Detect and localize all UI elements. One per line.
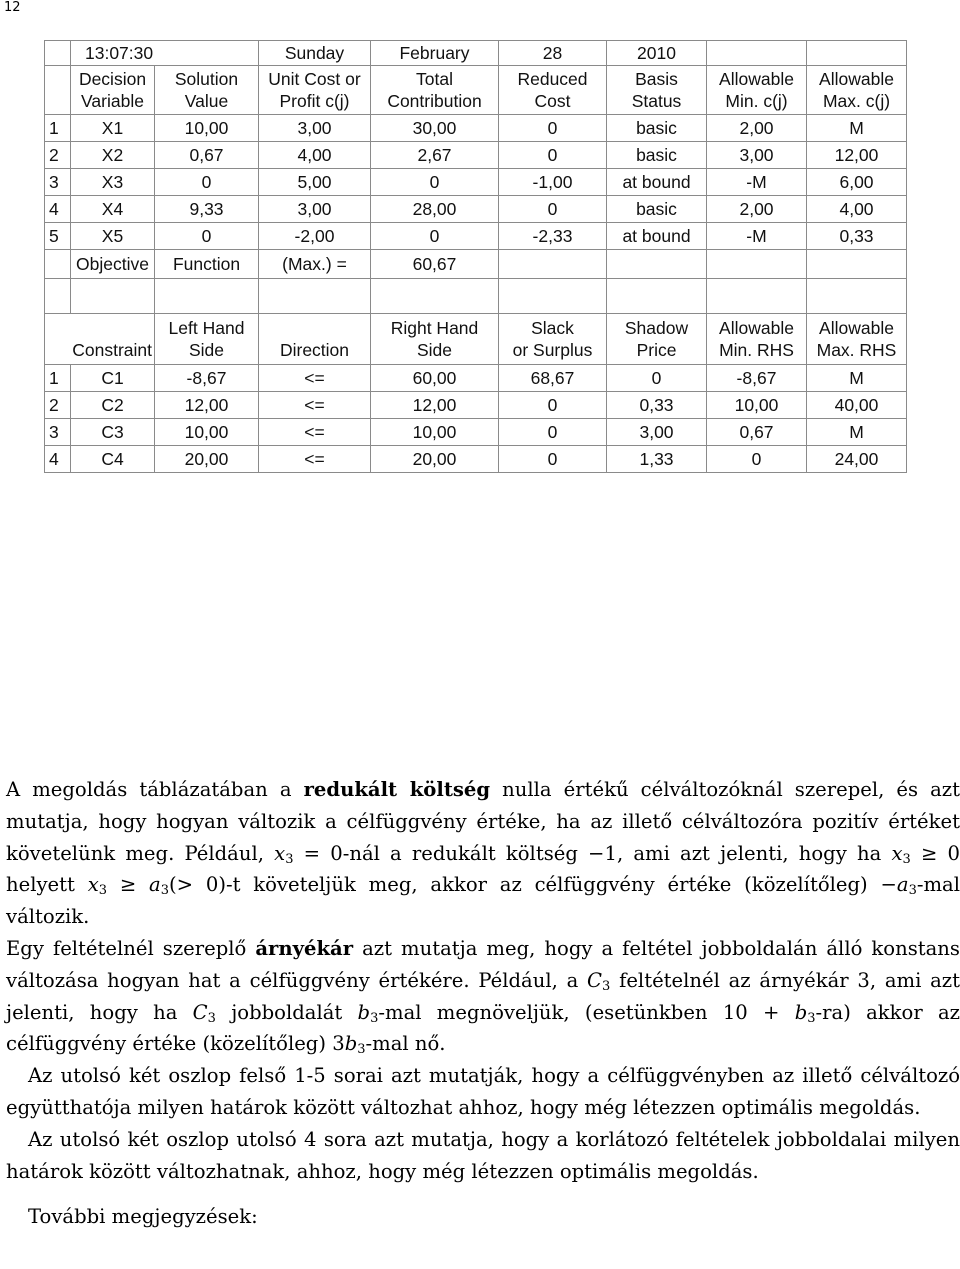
table-row: 5 X5 0 -2,00 0 -2,33 at bound -M 0,33 xyxy=(45,223,907,250)
term-shadow-price: árnyékár xyxy=(255,936,354,960)
col-header: Allowable Max. c(j) xyxy=(807,66,907,115)
month-cell: February xyxy=(371,41,499,66)
col-header: Reduced Cost xyxy=(499,66,607,115)
term-reduced-cost: redukált költség xyxy=(303,778,491,801)
day-cell: Sunday xyxy=(259,41,371,66)
body-text xyxy=(6,774,960,1233)
col-header: Allowable Min. RHS xyxy=(707,314,807,365)
col-header: Constraint xyxy=(45,314,155,365)
table-row: 4 X4 9,33 3,00 28,00 0 basic 2,00 4,00 xyxy=(45,196,907,223)
col-header: Left Hand Side xyxy=(155,314,259,365)
variable-header-row xyxy=(45,66,907,115)
objective-row: Objective Function (Max.) = 60,67 xyxy=(45,250,907,279)
solution-table-image xyxy=(44,40,906,477)
time-cell: 13:07:30 xyxy=(71,41,259,66)
paragraph-reduced-cost: A megoldás táblázatában a redukált költség nulla értékű célváltozóknál szerepel, és azt mutatja, hogy hogyan változik a célfüggvény értéke, ha az illető célváltozóra pozitív értéket követelünk meg. Például, $x_3$ = 0-nál a redukált költség −1, ami azt jelenti, hogy ha $x_3 \ge 0$ helyett $x_3 \ge a_3(> 0)-t$ követeljük meg, akkor az célfüggvény értéke (közelítőleg) $-a_3$-mal változik. xyxy=(6,778,960,929)
table-row: 2 X2 0,67 4,00 2,67 0 basic 3,00 12,00 xyxy=(45,142,907,169)
objective-value: 60,67 xyxy=(371,250,499,279)
paragraph-rhs-ranges: Az utolsó két oszlop utolsó 4 sora azt mutatja, hogy a korlátozó feltételek jobboldalai milyen határok között változhatnak, ahhoz, hogy még létezzen optimális megoldás. xyxy=(6,1127,960,1183)
table-row: 2 C2 12,00 <= 12,00 0 0,33 10,00 40,00 xyxy=(45,392,907,419)
constraint-header-row xyxy=(45,314,907,365)
table-row: 1 X1 10,00 3,00 30,00 0 basic 2,00 M xyxy=(45,115,907,142)
col-header: Unit Cost or Profit c(j) xyxy=(259,66,371,115)
paragraph-further-notes: További megjegyzések: xyxy=(28,1205,258,1229)
page-number: 12 xyxy=(4,0,21,15)
table-row: 3 C3 10,00 <= 10,00 0 3,00 0,67 M xyxy=(45,419,907,446)
col-header: Shadow Price xyxy=(607,314,707,365)
table-row: 1 C1 -8,67 <= 60,00 68,67 0 -8,67 M xyxy=(45,365,907,392)
col-header: Slack or Surplus xyxy=(499,314,607,365)
solution-table xyxy=(44,40,907,473)
col-header: Total Contribution xyxy=(371,66,499,115)
date-cell: 28 xyxy=(499,41,607,66)
col-header: Direction xyxy=(259,314,371,365)
col-header: Decision Variable xyxy=(71,66,155,115)
col-header: Basis Status xyxy=(607,66,707,115)
col-header: Solution Value xyxy=(155,66,259,115)
paragraph-cost-ranges: Az utolsó két oszlop felső 1-5 sorai azt mutatják, hogy a célfüggvényben az illető célváltozó együtthatója milyen határok között változhat ahhoz, hogy még létezzen optimális megoldás. xyxy=(6,1064,960,1119)
col-header: Allowable Min. c(j) xyxy=(707,66,807,115)
header-date-row xyxy=(45,41,907,66)
paragraph-shadow-price: Egy feltételnél szereplő árnyékár azt mutatja meg, hogy a feltétel jobboldalán álló konstans változása hogyan hat a célfüggvény értékére. Például, a $C_3$ feltételnél az árnyékár 3, ami azt jelenti, hogy ha $C_3$ jobboldalát $b_3$-mal megnöveljük, (esetünkben $10 + b_3-ra$) akkor az célfüggvény értéke (közelítőleg) $3b_3$-mal nő. xyxy=(6,936,960,1058)
table-row: 3 X3 0 5,00 0 -1,00 at bound -M 6,00 xyxy=(45,169,907,196)
table-row: 4 C4 20,00 <= 20,00 0 1,33 0 24,00 xyxy=(45,446,907,473)
year-cell: 2010 xyxy=(607,41,707,66)
col-header: Right Hand Side xyxy=(371,314,499,365)
col-header: Allowable Max. RHS xyxy=(807,314,907,365)
